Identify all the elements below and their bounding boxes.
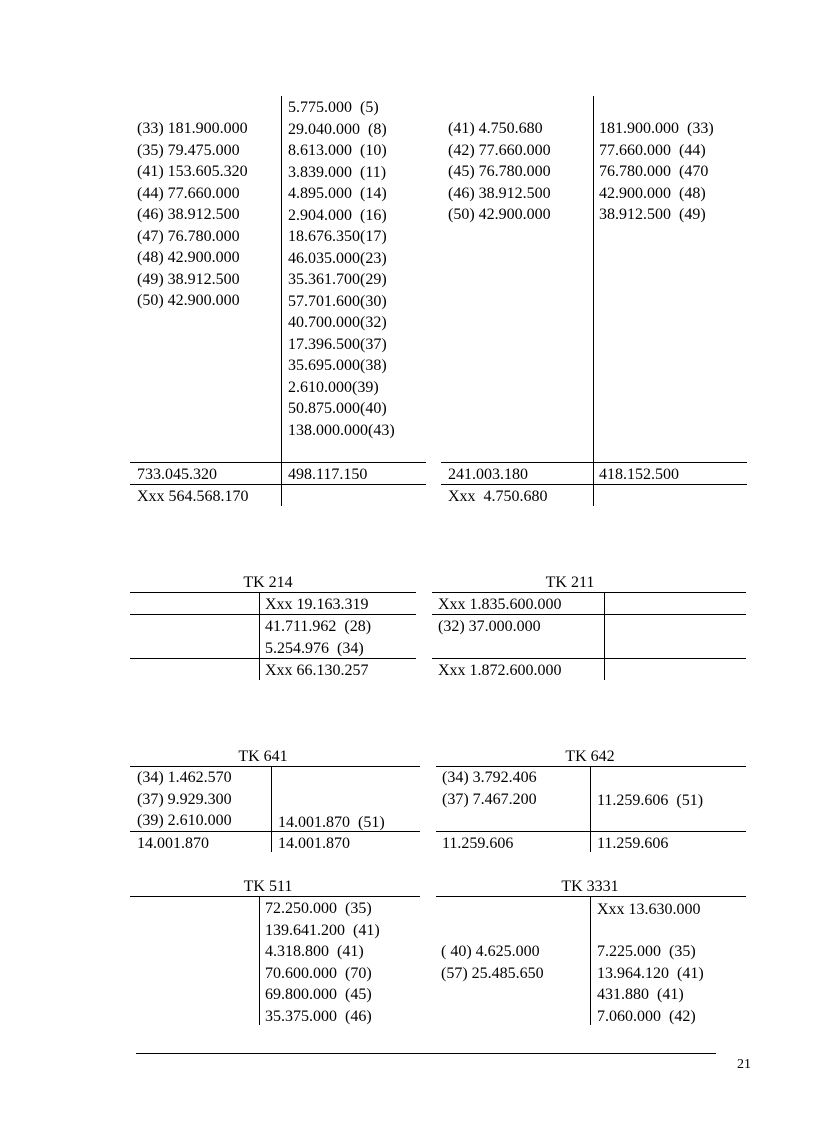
balance-rule bbox=[441, 484, 747, 485]
total-debit: 241.003.180 bbox=[448, 466, 528, 483]
credit-entry: 2.610.000(39) bbox=[288, 378, 379, 396]
credit-entry: 18.676.350(17) bbox=[288, 228, 387, 245]
closing-rule bbox=[130, 658, 416, 659]
total-rule bbox=[436, 831, 746, 832]
opening-balance: Xxx 13.630.000 bbox=[597, 901, 701, 918]
debit-entry: (39) 2.610.000 bbox=[137, 812, 232, 829]
debit-column bbox=[441, 941, 544, 984]
debit-entry: (57) 25.485.650 bbox=[441, 964, 544, 982]
opening-balance: Xxx 19.163.319 bbox=[265, 596, 369, 613]
debit-column bbox=[137, 118, 248, 312]
debit-entry: (47) 76.780.000 bbox=[137, 227, 240, 245]
total-rule bbox=[130, 462, 426, 463]
credit-entry: 69.800.000 (45) bbox=[265, 986, 372, 1003]
closing-balance: Xxx 1.872.600.000 bbox=[438, 662, 562, 679]
credit-entry: 3.839.000 (11) bbox=[288, 163, 387, 181]
credit-entry: 57.701.600(30) bbox=[288, 292, 387, 310]
debit-entry: (42) 77.660.000 bbox=[448, 141, 551, 159]
t-account-divider bbox=[604, 593, 605, 680]
debit-column bbox=[448, 118, 551, 226]
credit-entry: 2.904.000 (16) bbox=[288, 206, 387, 224]
credit-entry: 50.875.000(40) bbox=[288, 400, 387, 417]
debit-entry: (46) 38.912.500 bbox=[448, 184, 551, 202]
credit-entry: 41.711.962 (28) bbox=[265, 618, 372, 635]
credit-entry: 42.900.000 (48) bbox=[599, 184, 706, 202]
closing-rule bbox=[432, 658, 746, 659]
total-credit: 418.152.500 bbox=[599, 466, 679, 483]
credit-entry: 7.060.000 (42) bbox=[597, 1007, 696, 1025]
debit-entry: (37) 9.929.300 bbox=[137, 790, 232, 808]
debit-entry: (35) 79.475.000 bbox=[137, 141, 240, 159]
header-rule bbox=[130, 896, 420, 897]
account-title: TK 511 bbox=[243, 878, 293, 895]
credit-column bbox=[597, 941, 704, 1027]
t-account-divider bbox=[271, 767, 272, 852]
debit-column bbox=[438, 616, 541, 638]
total-debit: 733.045.320 bbox=[137, 466, 217, 483]
credit-entry: 8.613.000 (10) bbox=[288, 142, 387, 159]
credit-entry: 40.700.000(32) bbox=[288, 314, 387, 331]
debit-entry: (49) 38.912.500 bbox=[137, 270, 240, 288]
credit-entry: 7.225.000 (35) bbox=[597, 943, 696, 960]
account-title: TK 3331 bbox=[561, 878, 619, 895]
account-title: TK 642 bbox=[565, 748, 615, 765]
credit-entry: 46.035.000(23) bbox=[288, 249, 387, 267]
debit-entry: ( 40) 4.625.000 bbox=[441, 943, 540, 960]
credit-entry: 5.775.000 (5) bbox=[288, 99, 379, 116]
credit-entry: 38.912.500 (49) bbox=[599, 206, 706, 223]
t-account-divider bbox=[593, 96, 594, 506]
credit-column bbox=[265, 898, 380, 1027]
credit-column bbox=[288, 97, 395, 441]
account-title: TK 214 bbox=[243, 574, 293, 591]
debit-entry: (37) 7.467.200 bbox=[442, 790, 537, 808]
t-account-divider bbox=[281, 96, 282, 506]
total-debit: 11.259.606 bbox=[442, 835, 514, 852]
debit-entry: (50) 42.900.000 bbox=[448, 206, 551, 223]
debit-entry: (44) 77.660.000 bbox=[137, 184, 240, 202]
credit-entry: 431.880 (41) bbox=[597, 986, 684, 1003]
debit-entry: (41) 153.605.320 bbox=[137, 163, 248, 180]
credit-entry: 4.318.800 (41) bbox=[265, 943, 364, 960]
credit-entry: 29.040.000 (8) bbox=[288, 120, 387, 138]
debit-entry: (33) 181.900.000 bbox=[137, 120, 248, 137]
credit-entry: 72.250.000 (35) bbox=[265, 900, 372, 917]
t-account-divider bbox=[590, 897, 591, 1025]
debit-entry: (46) 38.912.500 bbox=[137, 206, 240, 223]
total-rule bbox=[130, 831, 420, 832]
credit-entry: 13.964.120 (41) bbox=[597, 964, 704, 982]
credit-entry: 139.641.200 (41) bbox=[265, 921, 380, 939]
total-rule bbox=[441, 462, 747, 463]
opening-rule bbox=[130, 614, 416, 615]
credit-entry: 17.396.500(37) bbox=[288, 335, 387, 353]
page-number: 21 bbox=[737, 1057, 751, 1072]
header-rule bbox=[432, 592, 746, 593]
total-credit: 14.001.870 bbox=[278, 835, 350, 852]
account-title: TK 641 bbox=[238, 748, 288, 765]
t-account-divider bbox=[259, 593, 260, 680]
debit-entry: (32) 37.000.000 bbox=[438, 618, 541, 635]
credit-entry: 14.001.870 (51) bbox=[278, 814, 385, 831]
t-account-divider bbox=[590, 767, 591, 852]
credit-entry: 138.000.000(43) bbox=[288, 421, 395, 439]
credit-entry: 76.780.000 (470 bbox=[599, 163, 709, 180]
credit-entry: 35.375.000 (46) bbox=[265, 1007, 372, 1025]
credit-entry: 181.900.000 (33) bbox=[599, 120, 714, 137]
credit-column bbox=[265, 616, 371, 659]
credit-column bbox=[599, 118, 714, 226]
debit-column bbox=[137, 767, 232, 832]
closing-balance: Xxx 564.568.170 bbox=[137, 488, 249, 505]
t-account-divider bbox=[259, 897, 260, 1025]
opening-rule bbox=[432, 614, 746, 615]
debit-column bbox=[442, 767, 537, 810]
opening-balance: Xxx 1.835.600.000 bbox=[438, 596, 562, 613]
footer-rule bbox=[136, 1053, 716, 1054]
credit-entry: 77.660.000 (44) bbox=[599, 141, 706, 159]
credit-entry: 70.600.000 (70) bbox=[265, 964, 372, 982]
credit-entry: 11.259.606 (51) bbox=[597, 792, 704, 809]
debit-entry: (45) 76.780.000 bbox=[448, 163, 551, 180]
debit-entry: (34) 1.462.570 bbox=[137, 769, 232, 786]
total-debit: 14.001.870 bbox=[137, 835, 209, 852]
account-title: TK 211 bbox=[545, 574, 595, 591]
balance-rule bbox=[130, 484, 426, 485]
total-credit: 498.117.150 bbox=[288, 466, 368, 483]
debit-entry: (50) 42.900.000 bbox=[137, 292, 240, 309]
debit-entry: (48) 42.900.000 bbox=[137, 249, 240, 266]
header-rule bbox=[436, 896, 746, 897]
debit-entry: (34) 3.792.406 bbox=[442, 769, 537, 786]
total-credit: 11.259.606 bbox=[597, 835, 669, 852]
credit-entry: 5.254.976 (34) bbox=[265, 639, 364, 657]
credit-entry: 35.361.700(29) bbox=[288, 271, 387, 288]
credit-entry: 4.895.000 (14) bbox=[288, 185, 387, 202]
closing-balance: Xxx 4.750.680 bbox=[448, 488, 548, 505]
credit-entry: 35.695.000(38) bbox=[288, 357, 387, 374]
debit-entry: (41) 4.750.680 bbox=[448, 120, 543, 137]
header-rule bbox=[130, 592, 416, 593]
closing-balance: Xxx 66.130.257 bbox=[265, 662, 369, 679]
